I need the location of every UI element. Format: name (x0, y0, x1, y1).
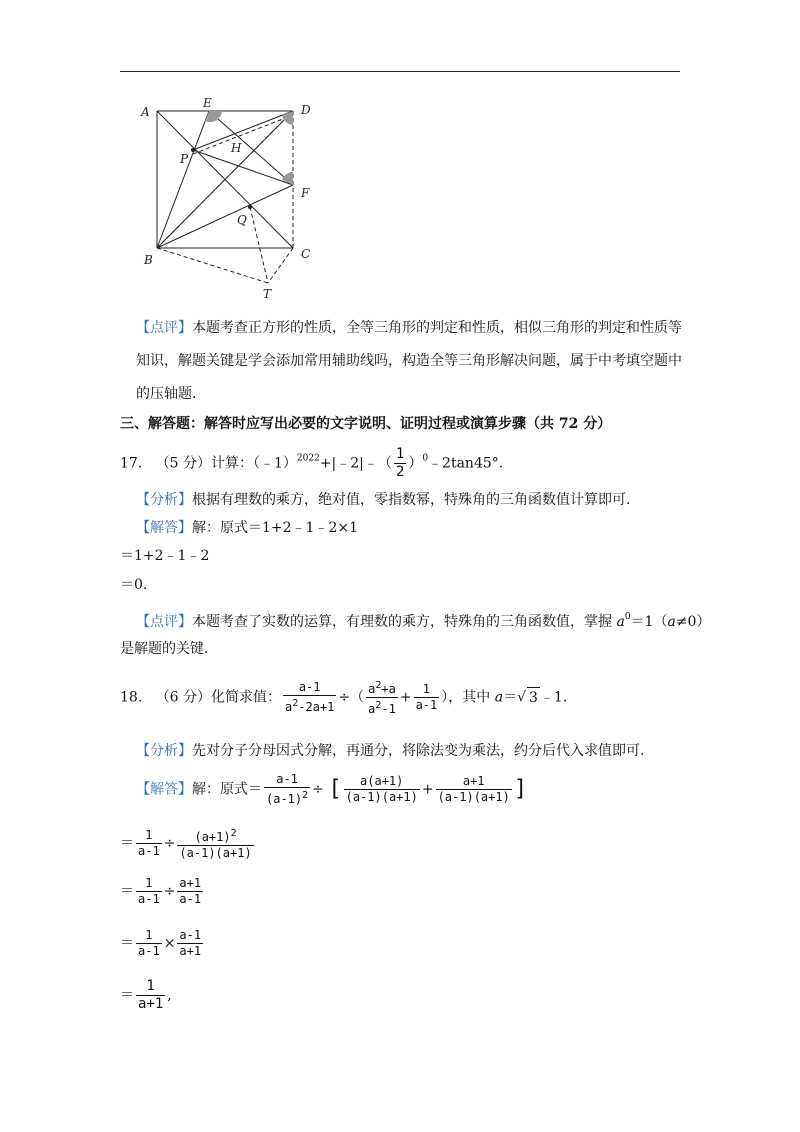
frac-den: (a-1)(a+1) (437, 790, 510, 804)
frac-num: 1 (136, 876, 162, 892)
frac-den: a-1 (138, 844, 160, 858)
times: × (163, 935, 176, 952)
frac-num: a(a+1) (344, 774, 420, 790)
eq: ＝ (503, 689, 518, 706)
geometry-figure (120, 92, 340, 302)
frac-den: a-1 (138, 944, 160, 958)
den-exp: 2 (302, 790, 309, 801)
frac-num: 1 (136, 978, 165, 996)
frac-num: 1 (414, 682, 440, 698)
q17-comment-text: 本题考查了实数的运算，有理数的乘方，特殊角的三角函数值，掌握 (192, 614, 617, 630)
eq: ＝ (120, 883, 134, 900)
q17-half-fraction (394, 446, 406, 481)
eq: ＝ (120, 835, 134, 852)
q17-step2: ＝0. (120, 577, 148, 593)
q17-comment-2: 是解题的关键. (120, 641, 209, 657)
num-a: a (368, 682, 376, 696)
q18-step4 (120, 978, 172, 1013)
q18-step2 (120, 876, 205, 907)
comment-tag: 【点评】 (136, 614, 192, 630)
frac-num (366, 678, 398, 698)
label-C: C (301, 247, 311, 261)
step3-frac2 (177, 928, 203, 959)
q18-div: ÷（ (338, 689, 365, 706)
q17-comment (136, 607, 710, 632)
frac-num: a-1 (264, 772, 310, 788)
comma: , (167, 987, 172, 1004)
comment1-line2: 知识，解题关键是学会添加常用辅助线吗，构造全等三角形解决问题，属于中考填空题中 (136, 353, 682, 369)
q18-analysis-text: 先对分子分母因式分解，再通分，将除法变为乘法，约分后代入求值即可. (192, 743, 645, 759)
header-rule (120, 71, 680, 72)
q18-close: ），其中 (441, 689, 495, 706)
step4-frac (136, 978, 165, 1013)
eq: ＝ (120, 935, 134, 952)
analysis-tag: 【分析】 (136, 743, 192, 759)
label-P: P (180, 152, 189, 166)
step0-frac2 (344, 774, 420, 805)
den-b: -2a+1 (298, 700, 335, 714)
q17-tail: ﹣2tan45°. (428, 455, 504, 472)
frac-den: a-1 (138, 892, 160, 906)
label-B: B (144, 253, 153, 267)
q17-number: 17. (120, 455, 143, 472)
comment-tag: 【点评】 (136, 320, 192, 336)
q18-answer (136, 772, 527, 807)
label-D: D (301, 103, 311, 117)
exp-0: 0 (624, 612, 631, 622)
minus-1: ﹣1. (539, 689, 568, 706)
div: ÷ (163, 835, 176, 852)
var-a: a (494, 689, 504, 706)
q17-analysis (136, 490, 630, 510)
den-exp: 2 (292, 698, 299, 709)
num-exp: 2 (230, 828, 237, 839)
eq-1: ＝1（ (630, 614, 668, 630)
answer-tag: 【解答】 (136, 520, 192, 536)
label-H: H (231, 141, 242, 155)
step3-frac1 (136, 928, 162, 959)
q18-question: 18. （6 分）化简求值： $\frac{a-1}{a^2-2a+1}$ ÷（ $\frac{a^2+a}{a^2-1}$ + $\frac{1}{a-1}$ ），其中 a＝√ 3 ﹣1. (120, 680, 568, 716)
sqrt-3: 3 (527, 687, 540, 708)
q17-text-b: +|﹣2|﹣（ (319, 455, 392, 472)
var-a: a (667, 614, 676, 630)
comment1-line3: 的压轴题. (136, 386, 197, 402)
div: ÷ (312, 781, 324, 798)
num-b: +a (381, 682, 396, 696)
q17-exponent: 2022 (296, 453, 320, 464)
analysis-tag: 【分析】 (136, 492, 192, 508)
q17-text-a: （5 分）计算：（﹣1） (155, 455, 297, 472)
right-bracket: ] (513, 776, 528, 802)
label-A: A (141, 105, 150, 119)
q18-fraction-3 (414, 682, 440, 713)
frac-num: 1 (136, 828, 162, 844)
q18-fraction-2 (366, 678, 398, 717)
label-E: E (203, 96, 212, 110)
neq-0: ≠0） (675, 614, 711, 630)
q18-step3 (120, 928, 205, 959)
q18-fraction-1 (283, 680, 336, 715)
div: ÷ (163, 883, 176, 900)
section3-title: 三、解答题：解答时应写出必要的文字说明、证明过程或演算步骤（共 72 分） (120, 416, 612, 432)
frac-den (283, 696, 336, 715)
plus: + (421, 781, 434, 798)
frac-num: a-1 (283, 680, 336, 696)
left-bracket: [ (328, 776, 342, 802)
step0-frac1 (264, 772, 310, 807)
den-a: a (284, 700, 293, 714)
q18-text: （6 分）化简求值： (155, 689, 281, 706)
answer-tag: 【解答】 (136, 781, 192, 798)
num: (a+1) (194, 830, 231, 844)
frac-den (366, 698, 398, 717)
frac-num: a-1 (179, 928, 202, 942)
frac-den: a-1 (415, 698, 438, 712)
frac-num: a+1 (179, 876, 202, 890)
frac-den: a-1 (179, 892, 202, 906)
frac-den: a+1 (179, 944, 202, 958)
q17-zero-exp: 0 (422, 453, 429, 464)
q17-answer (136, 518, 358, 538)
label-T: T (263, 287, 272, 301)
step1-frac2 (177, 826, 253, 861)
q17-step1: ＝1+2﹣1﹣2 (120, 548, 210, 564)
den: (a-1) (266, 792, 303, 806)
q18-step1 (120, 826, 256, 861)
step0-frac3 (436, 774, 512, 805)
q18-analysis (136, 741, 644, 761)
frac-den: (a-1)(a+1) (345, 790, 418, 804)
step2-frac2 (177, 876, 203, 907)
comment1-text1: 本题考查正方形的性质，全等三角形的判定和性质，相似三角形的判定和性质等 (192, 320, 682, 336)
label-Q: Q (237, 213, 247, 227)
den-b: -1 (381, 702, 396, 716)
label-F: F (301, 186, 310, 200)
plus: + (399, 689, 412, 706)
frac-den: (a-1)(a+1) (179, 846, 252, 860)
q17-half-num: 1 (395, 446, 405, 462)
den-exp: 2 (375, 700, 382, 711)
answer-prefix: 解：原式＝ (192, 781, 262, 798)
frac-den: a+1 (138, 996, 164, 1012)
q17-question (120, 446, 503, 481)
frac-num: a+1 (436, 774, 512, 790)
q17-paren: ） (408, 455, 423, 472)
comment1-line1 (136, 318, 682, 338)
den-a: a (368, 702, 376, 716)
step2-frac1 (136, 876, 162, 907)
q17-answer-text: 解：原式＝1+2﹣1﹣2×1 (192, 520, 358, 536)
frac-num: 1 (136, 928, 162, 944)
q17-half-den: 2 (395, 464, 405, 480)
eq: ＝ (120, 987, 134, 1004)
var-a: a (616, 614, 625, 630)
frac-num (177, 826, 253, 846)
q18-number: 18. (120, 689, 143, 706)
num-exp: 2 (375, 680, 382, 691)
step1-frac1 (136, 828, 162, 859)
frac-den (264, 788, 310, 807)
q17-analysis-text: 根据有理数的乘方，绝对值，零指数幂，特殊角的三角函数值计算即可. (192, 492, 631, 508)
